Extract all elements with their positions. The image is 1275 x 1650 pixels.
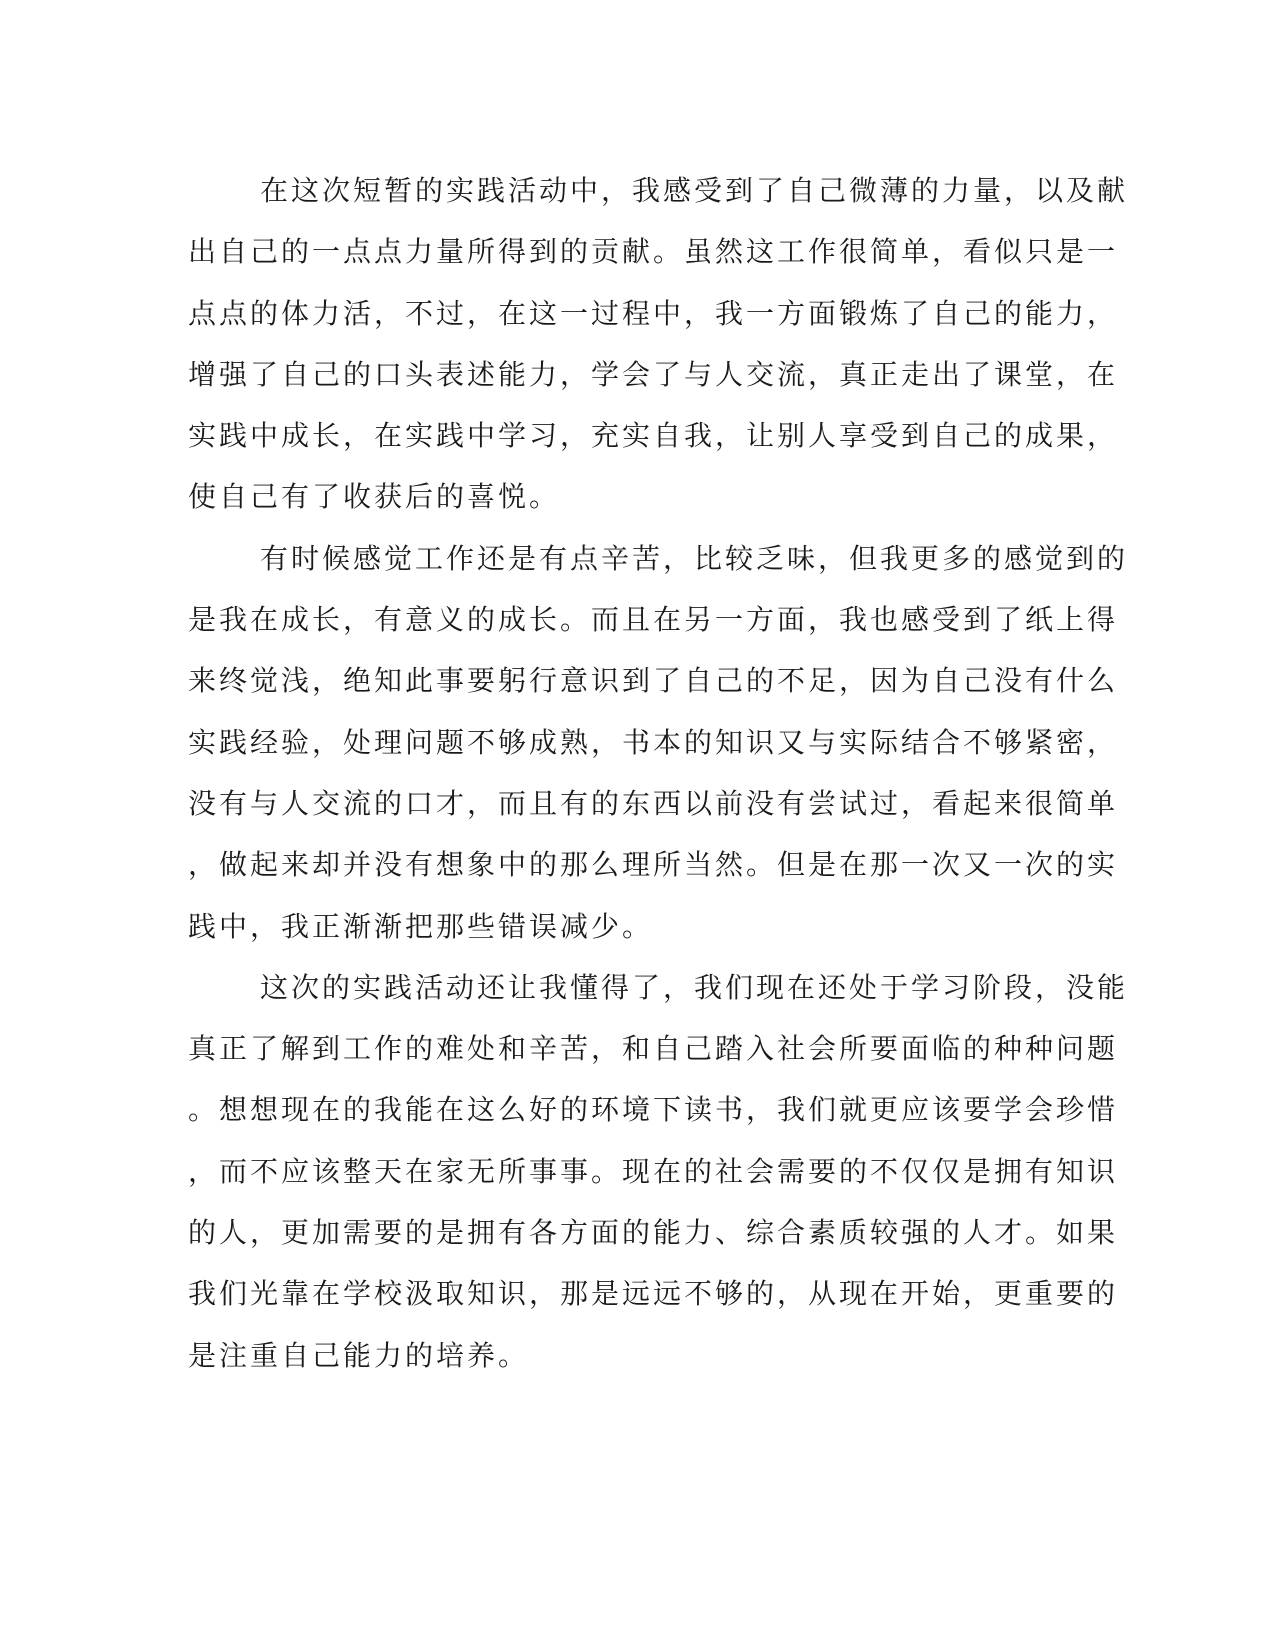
paragraph-1 [188,160,1129,528]
text-line: ，做起来却并没有想象中的那么理所当然。但是在那一次又一次的实 [188,848,1119,882]
text-line: 实践中成长，在实践中学习，充实自我，让别人享受到自己的成果， [188,419,1119,453]
text-line: 有时候感觉工作还是有点辛苦，比较乏味，但我更多的感觉到的 [260,541,1129,575]
text-line: 实践经验，处理问题不够成熟，书本的知识又与实际结合不够紧密， [188,725,1119,759]
text-line: 我们光靠在学校汲取知识，那是远远不够的，从现在开始，更重要的 [188,1277,1119,1311]
text-line: 增强了自己的口头表述能力，学会了与人交流，真正走出了课堂，在 [188,357,1119,391]
paragraph-2 [188,528,1129,957]
text-line: 真正了解到工作的难处和辛苦，和自己踏入社会所要面临的种种问题 [188,1032,1119,1066]
text-line: 践中，我正渐渐把那些错误减少。 [188,909,654,943]
text-line: 来终觉浅，绝知此事要躬行意识到了自己的不足，因为自己没有什么 [188,664,1119,698]
text-line: 没有与人交流的口才，而且有的东西以前没有尝试过，看起来很简单 [188,786,1119,820]
text-line: 在这次短暂的实践活动中，我感受到了自己微薄的力量，以及献 [260,174,1129,207]
text-line: 使自己有了收获后的喜悦。 [188,480,561,514]
text-line: 是我在成长，有意义的成长。而且在另一方面，我也感受到了纸上得 [188,603,1119,637]
paragraph-3 [188,957,1129,1386]
text-line: 是注重自己能力的培养。 [188,1338,530,1372]
document-body [188,160,1129,1386]
text-line: 这次的实践活动还让我懂得了，我们现在还处于学习阶段，没能 [260,970,1129,1004]
text-line: 出自己的一点点力量所得到的贡献。虽然这工作很简单，看似只是一 [188,235,1119,269]
text-line: 点点的体力活，不过，在这一过程中，我一方面锻炼了自己的能力， [188,296,1119,330]
text-line: 的人，更加需要的是拥有各方面的能力、综合素质较强的人才。如果 [188,1216,1119,1250]
text-line: 。想想现在的我能在这么好的环境下读书，我们就更应该要学会珍惜 [188,1093,1119,1127]
text-line: ，而不应该整天在家无所事事。现在的社会需要的不仅仅是拥有知识 [188,1154,1119,1188]
